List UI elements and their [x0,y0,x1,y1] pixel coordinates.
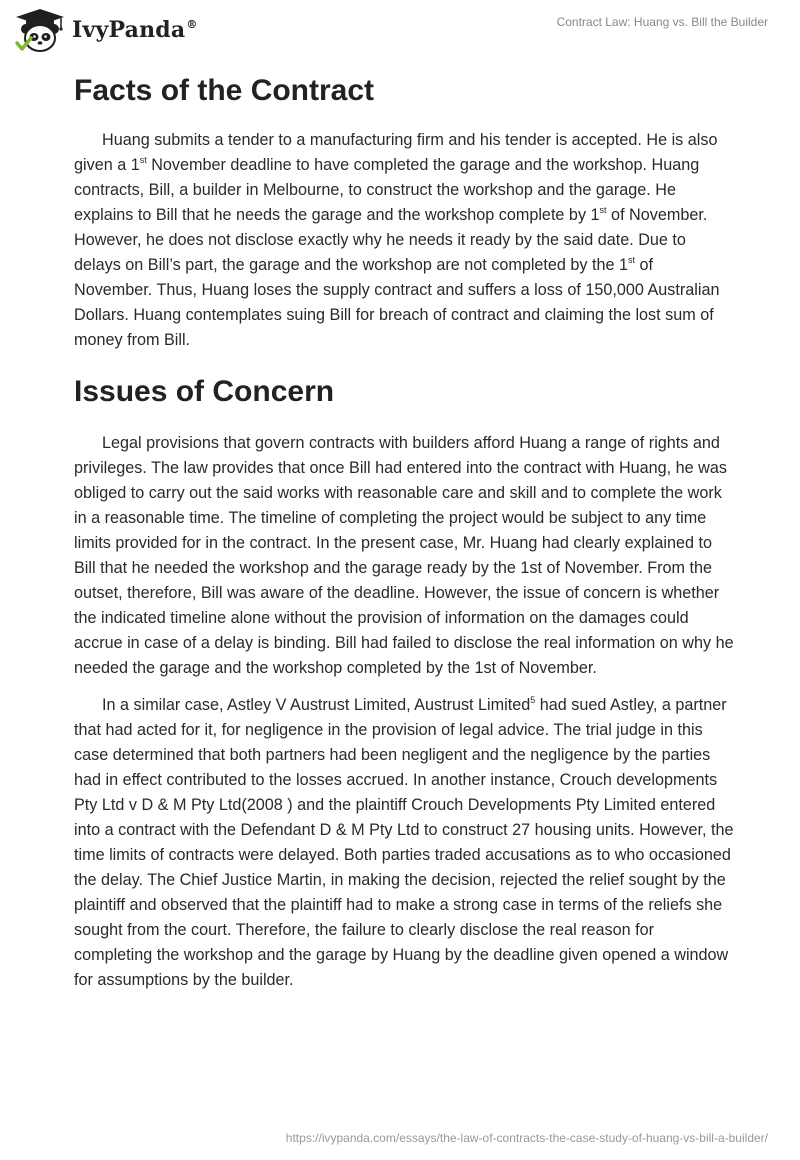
ordinal-suffix: st [628,255,636,265]
registered-mark: ® [186,18,198,31]
heading-issues: Issues of Concern [74,375,335,408]
ordinal-suffix: st [139,155,147,165]
panda-graduate-icon [14,8,66,52]
brand-logo[interactable] [14,8,198,52]
ordinal-suffix: st [599,205,607,215]
article-body [74,74,734,993]
paragraph-similar-case: In a similar case, Astley V Austrust Limited, Austrust Limited$^5$ had sued Astley, a partner that had acted for it, for negligence in the provision of legal advice. The trial judge in this case determined that both partners had been negligent and the negligence by the parties had in effect contributed to the losses accrued. In another instance, Crouch developments Pty Ltd v D & M Pty Ltd(2008 ) and the plaintiff Crouch Developments Pty Limited entered into a contract with the Defendant D & M Pty Ltd to construct 27 housing units. However, the time limits of contracts were delayed. Both parties traded accusations as to who occasioned the delay. The Chief Justice Martin, in making the decision, rejected the relief sought by the plaintiff and observed that the plaintiff had to make a strong case in terms of the reliefs she sought from the court. Therefore, the failure to clearly disclose the real reason for completing the workshop and the garage by Huang by the deadline given opened a window for assumptions by the builder. [74,695,734,989]
paragraph-issues: Legal provisions that govern contracts with builders afford Huang a range of rights and privileges. The law provides that once Bill had entered into the contract with Huang, he was obliged to carry out the said works with reasonable care and skill and to complete the work in a reasonable time. The timeline of completing the project would be subject to any time limits provided for in the contract. In the present case, Mr. Huang had clearly explained to Bill that he needed the workshop and the garage ready by the 1st of November. From the outset, therefore, Bill was aware of the deadline. However, the issue of concern is whether the indicated timeline alone without the provision of information on the damages could accrue in case of a delay is binding. Bill had failed to disclose the real information on why he needed the garage and the workshop completed by the 1st of November. [74,434,734,677]
source-url[interactable]: https://ivypanda.com/essays/the-law-of-contracts-the-case-study-of-huang-vs-bill-a-builder/ [285,1131,768,1145]
footnote-reference[interactable]: 5 [530,695,536,705]
page-header [0,0,800,70]
paragraph-facts: Huang submits a tender to a manufacturing firm and his tender is accepted. He is also given a 1st November deadline to have completed the garage and the workshop. Huang contracts, Bill, a builder in Melbourne, to construct the workshop and the garage. He explains to Bill that he needs the garage and the workshop complete by 1st of November. However, he does not disclose exactly why he needs it ready by the said date. Due to delays on Bill’s part, the garage and the workshop are not completed by the 1st of November. Thus, Huang loses the supply contract and suffers a loss of 150,000 Australian Dollars. Huang contemplates suing Bill for breach of contract and claiming the lost sum of money from Bill. [74,131,720,349]
heading-facts: Facts of the Contract [74,74,375,107]
brand-name: IvyPanda® [72,17,198,43]
document-title: Contract Law: Huang vs. Bill the Builder [556,15,768,29]
